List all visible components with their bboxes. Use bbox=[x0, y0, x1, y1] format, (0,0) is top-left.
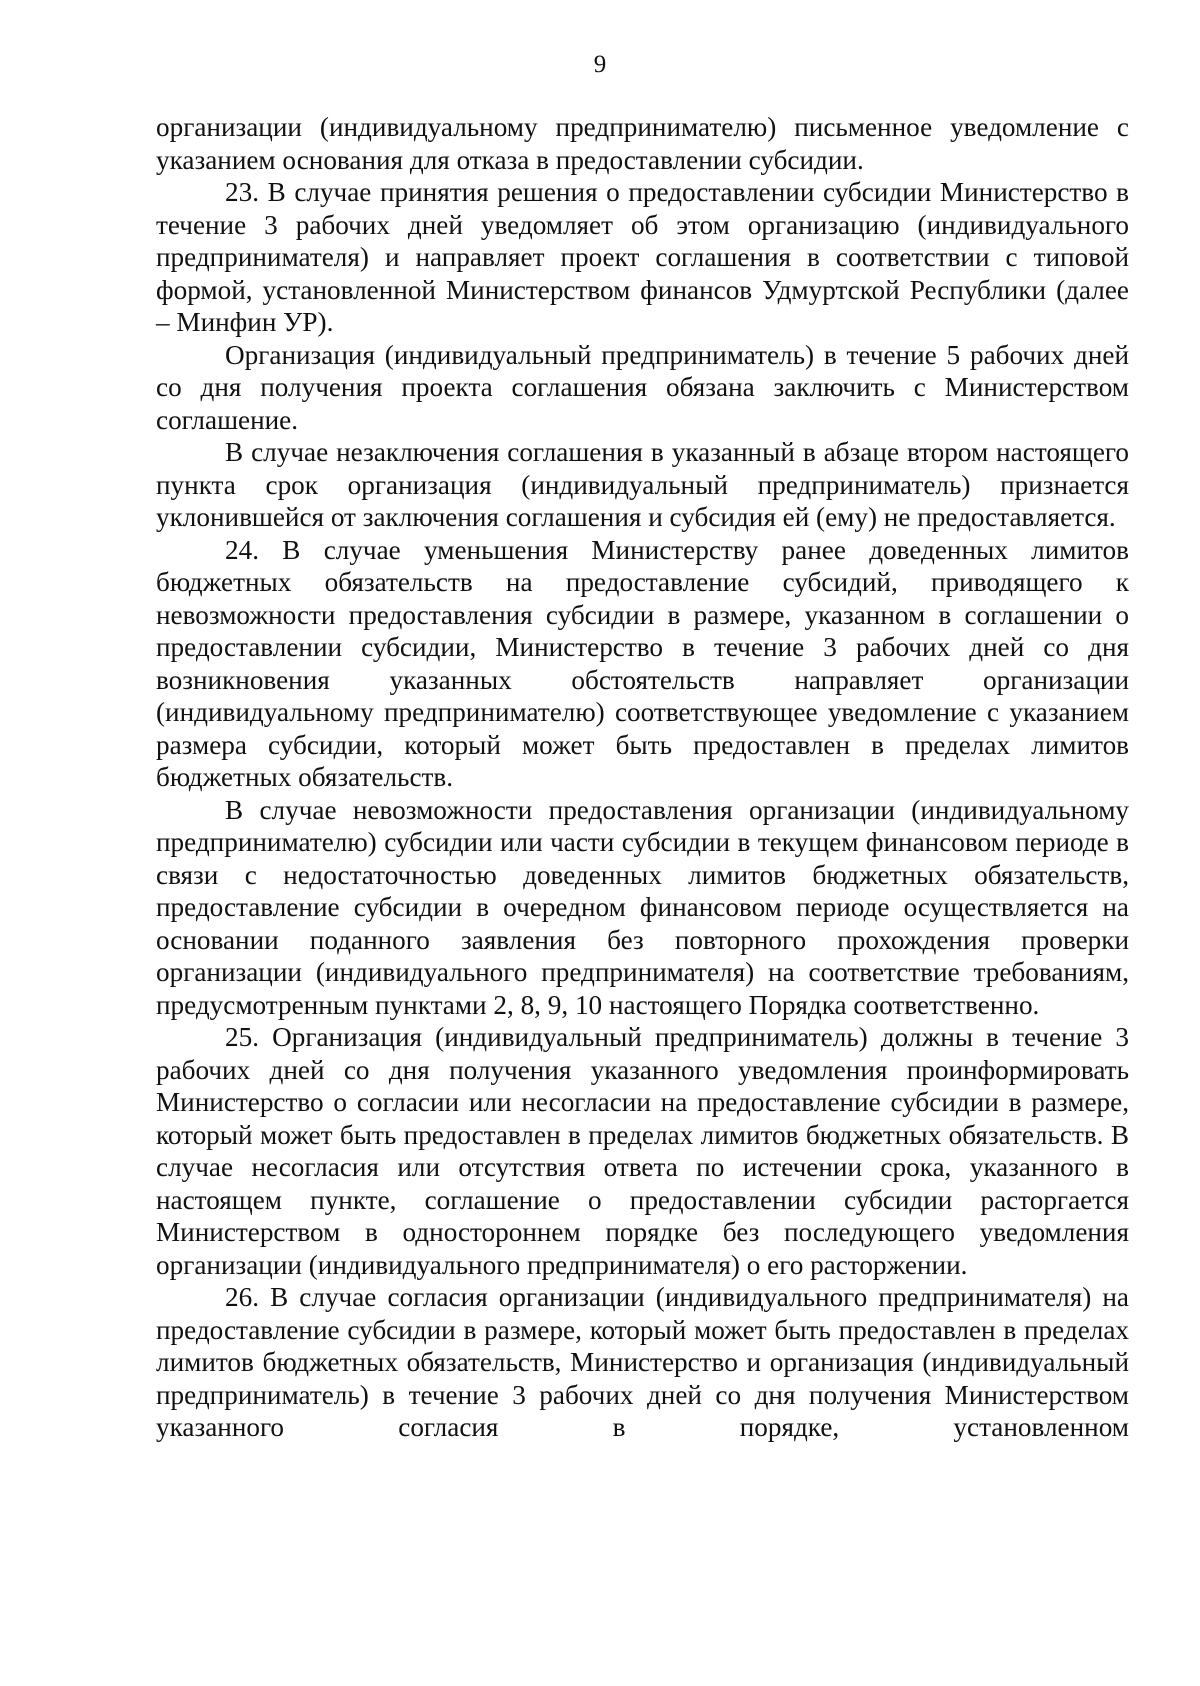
paragraph-item-23: 23. В случае принятия решения о предоставлении субсидии Министерство в течение 3 рабочих дней уведомляет об этом организацию (индивидуального предпринимателя) и направляет проект соглашения в соответствии с типовой формой, установленной Министерством финансов Удмуртской Республики (далее – Минфин УР). bbox=[156, 177, 1129, 337]
paragraph-item-26: 26. В случае согласия организации (индивидуального предпринимателя) на предоставление субсидии в размере, который может быть предоставлен в пределах лимитов бюджетных обязательств, Министерство и организация (индивидуальный предприниматель) в течение 3 рабочих дней со дня получения Министерством указанного согласия в порядке, установленном bbox=[156, 1282, 1129, 1442]
paragraph-item-24: 24. В случае уменьшения Министерству ранее доведенных лимитов бюджетных обязательств на предоставление субсидий, приводящего к невозможности предоставления субсидии в размере, указанном в соглашении о предоставлении субсидии, Министерство в течение 3 рабочих дней со дня возникновения указанных обстоятельств направляет организации (индивидуальному предпринимателю) соответствующее уведомление с указанием размера субсидии, который может быть предоставлен в пределах лимитов бюджетных обязательств. bbox=[156, 534, 1129, 792]
paragraph-item-23-part-3: В случае незаключения соглашения в указанный в абзаце втором настоящего пункта срок организация (индивидуальный предприниматель) признается уклонившейся от заключения соглашения и субсидия ей (ему) не предоставляется. bbox=[156, 437, 1129, 532]
paragraph-item-24-part-2: В случае невозможности предоставления организации (индивидуальному предпринимателю) субсидии или части субсидии в текущем финансовом периоде в связи с недостаточностью доведенных лимитов бюджетных обязательств, предоставление субсидии в очередном финансовом периоде осуществляется на основании поданного заявления без повторного прохождения проверки организации (индивидуального предпринимателя) на соответствие требованиям, предусмотренным пунктами 2, 8, 9, 10 настоящего Порядка соответственно. bbox=[156, 794, 1129, 1020]
paragraph-continuation: организации (индивидуальному предпринимателю) письменное уведомление с указанием основания для отказа в предоставлении субсидии. bbox=[156, 112, 1129, 175]
document-body bbox=[156, 111, 1129, 1444]
paragraph-item-25: 25. Организация (индивидуальный предприниматель) должны в течение 3 рабочих дней со дня получения указанного уведомления проинформировать Министерство о согласии или несогласии на предоставление субсидии в размере, который может быть предоставлен в пределах лимитов бюджетных обязательств. В случае несогласия или отсутствия ответа по истечении срока, указанного в настоящем пункте, соглашение о предоставлении субсидии расторгается Министерством в одностороннем порядке без последующего уведомления организации (индивидуального предпринимателя) о его расторжении. bbox=[156, 1022, 1129, 1280]
page-number: 9 bbox=[593, 51, 607, 78]
paragraph-item-23-part-2: Организация (индивидуальный предприниматель) в течение 5 рабочих дней со дня получения проекта соглашения обязана заключить с Министерством соглашение. bbox=[156, 339, 1129, 435]
